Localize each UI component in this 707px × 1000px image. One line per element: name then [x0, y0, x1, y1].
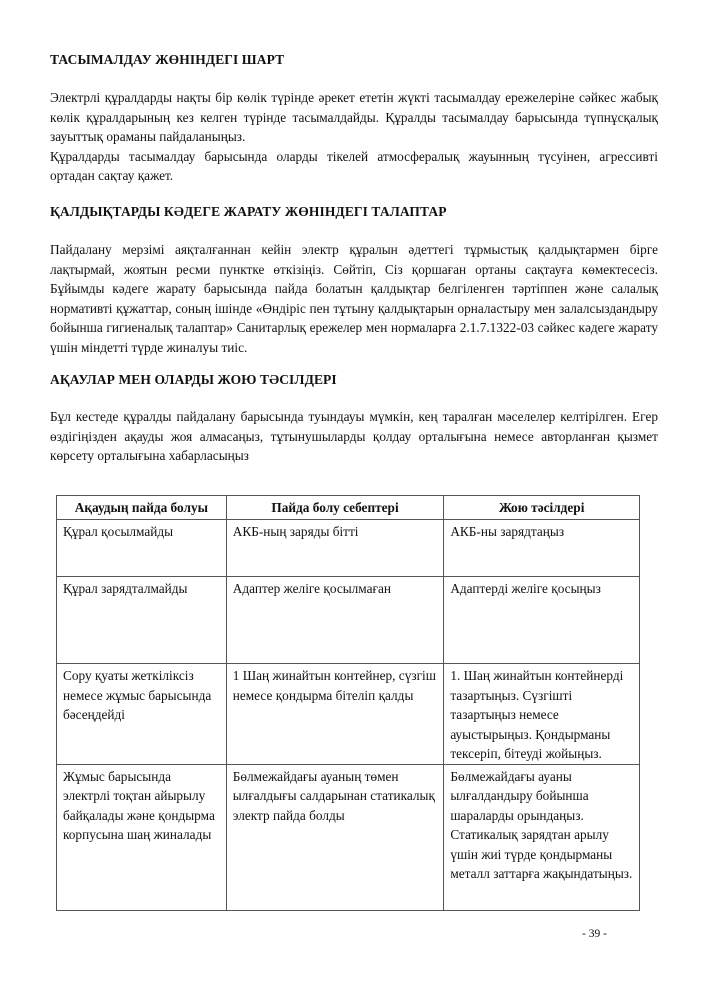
section-body-faults: [50, 407, 658, 466]
paragraph: Электрлі құралдарды нақты бір көлік түрінде әрекет ететін жүкті тасымалдау ережелеріне сәйкес жабық көлік құралдарының кез келген түрінде тасымалдайды. Құралды тасымалдау барысында түпнұсқалық зауыттық ораманы пайдаланыңыз.: [50, 90, 658, 144]
table-cell: Бөлмежайдағы ауаның төмен ылғалдығы салдарынан статикалық электр пайда болды: [226, 764, 444, 910]
table-row: [57, 520, 640, 577]
table-header-row: [57, 496, 640, 520]
table-cell: Адаптерді желіге қосыңыз: [444, 577, 640, 664]
table-cell: Бөлмежайдағы ауаны ылғалдандыру бойынша шараларды орындаңыз. Статикалық зарядтан арылу үшін жиі түрде қондырманы металл заттарға жақындатыңыз.: [444, 764, 640, 910]
table-cell: АКБ-ны зарядтаңыз: [444, 520, 640, 577]
section-body-disposal: [50, 240, 658, 357]
section-heading-transport: ТАСЫМАЛДАУ ЖӨНІНДЕГІ ШАРТ: [50, 52, 285, 67]
table-row: [57, 764, 640, 910]
table-row: [57, 664, 640, 765]
paragraph: Құралдарды тасымалдау барысында оларды тікелей атмосфералық жауынның түсуінен, агрессивті ортадан сақтау қажет.: [50, 148, 658, 183]
table-cell: АКБ-ның заряды бітті: [226, 520, 444, 577]
paragraph: Пайдалану мерзімі аяқталғаннан кейін электр құралын әдеттегі тұрмыстық қалдықтармен бірге лақтырмай, жоятын ресми пунктке өткізіңіз. Сөйтіп, Сіз қоршаған ортаны сақтауға көмектесесіз. Бұйымды кәдеге жарату барысында пайда болатын қалдықтар белгіленген тәртіппен және салалық нормативті құжаттар, соның ішінде «Өндіріс пен тұтыну қалдықтарын орналастыру мен залалсыздандыру бойынша гигиеналық талаптар» Санитарлық ережелер мен нормаларға 2.1.7.1322-03 сәйкес кәдеге жарату үшін міндетті түрде жиналуы тиіс.: [50, 242, 658, 355]
column-header: Ақаудың пайда болуы: [57, 496, 227, 520]
column-header: Пайда болу себептері: [226, 496, 444, 520]
table-cell: Жұмыс барысында электрлі тоқтан айырылу байқалады және қондырма корпусына шаң жиналады: [57, 764, 227, 910]
paragraph: Бұл кестеде құралды пайдалану барысында туындауы мүмкін, кең таралған мәселелер келтірілген. Егер өздігіңізден ақауды жоя алмасаңыз, тұтынушыларды қолдау орталығына немесе авторланған қызмет көрсету орталығына хабарласыңыз: [50, 409, 658, 463]
table-cell: 1. Шаң жинайтын контейнерді тазартыңыз. Сүзгішті тазартыңыз немесе ауыстырыңыз. Қондырманы тексеріп, бітеуді жойыңыз.: [444, 664, 640, 765]
table-cell: Адаптер желіге қосылмаған: [226, 577, 444, 664]
troubleshooting-table: [56, 495, 640, 911]
section-heading-disposal: ҚАЛДЫҚТАРДЫ КӘДЕГЕ ЖАРАТУ ЖӨНІНДЕГІ ТАЛАПТАР: [50, 204, 447, 219]
table-cell: Құрал қосылмайды: [57, 520, 227, 577]
section-heading-faults: АҚАУЛАР МЕН ОЛАРДЫ ЖОЮ ТӘСІЛДЕРІ: [50, 372, 337, 387]
table-cell: Құрал зарядталмайды: [57, 577, 227, 664]
column-header: Жою тәсілдері: [444, 496, 640, 520]
table-cell: Сору қуаты жеткіліксіз немесе жұмыс барысында бәсеңдейді: [57, 664, 227, 765]
section-body-transport: [50, 88, 658, 186]
page-number: - 39 -: [582, 928, 607, 940]
table-cell: 1 Шаң жинайтын контейнер, сүзгіш немесе қондырма бітеліп қалды: [226, 664, 444, 765]
table-row: [57, 577, 640, 664]
